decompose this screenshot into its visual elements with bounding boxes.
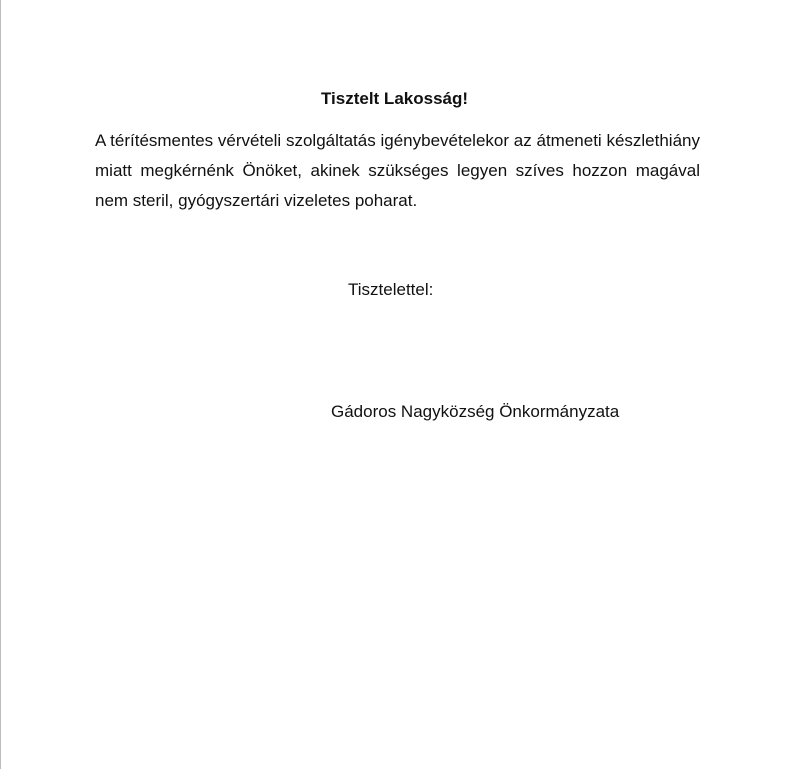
document-title: Tisztelt Lakosság!: [320, 89, 469, 108]
signature-line: Gádoros Nagyközség Önkormányzata: [331, 402, 620, 421]
document-body: A térítésmentes vérvételi szolgáltatás igénybevételekor az átmeneti készlethiány miatt megkérnénk Önöket, akinek szükséges legyen szíves hozzon magával nem steril, gyógyszertári vizeletes poharat.: [95, 131, 700, 210]
closing-line: Tisztelettel:: [348, 280, 434, 299]
